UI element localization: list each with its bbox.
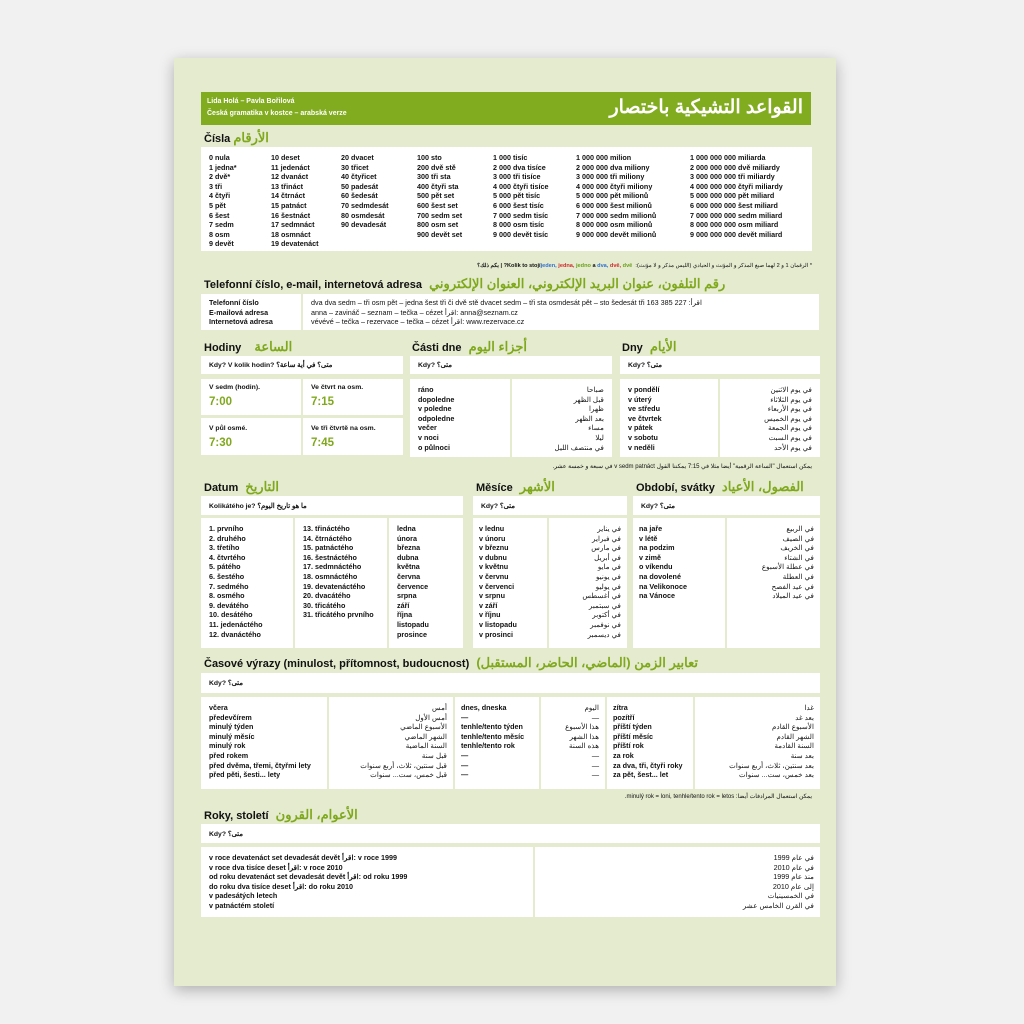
days-question-box: [620, 356, 820, 374]
days-cz-box: [620, 379, 718, 457]
header-bar: [201, 92, 811, 125]
months-title: [476, 479, 555, 495]
numbers-col-thousands: 1 000 tisíc 2 000 dva tisíce 3 000 tři tisíce 4 000 čtyři tisíce 5 000 pět tisíc 6 000 šest tisíc 7 000 sedm tisíc 8 000 osm tisíc 9 000 devět tisíc: [493, 153, 549, 239]
date-title-ar: التاريخ: [245, 479, 280, 494]
future-ar: غدا بعد غد الأسبوع القادم الشهر القادم السنة القادمة بعد سنة بعد سنتين، ثلاث، أربع سنوات بعد خمس، ست... سنوات: [729, 703, 814, 780]
timeexpr-note: يمكن استعمال المرادفات أيضا: minulý rok = loni, tenhle/tento rok = letos.: [624, 794, 812, 800]
date-question: Kolikátého je? ما هو تاريخ اليوم؟: [209, 503, 307, 510]
timeexpr-question-box: [201, 673, 820, 693]
numbers-col-hundreds: 100 sto 200 dvě stě 300 tři sta 400 čtyři sta 500 pět set 600 šest set 700 sedm set 800 osm set 900 devět set: [417, 153, 463, 239]
hour-cell-2-time: 7:15: [311, 396, 335, 408]
years-ar: في عام 1999 في عام 2010 منذ عام 1999 إلى عام 2010 في الخمسينيات في القرن الخامس عشر: [742, 853, 814, 910]
dayparts-ar: صباحا قبل الظهر ظهرا بعد الظهر مساء ليلا في منتصف الليل: [554, 385, 604, 452]
contact-title-cz: Telefonní číslo, e-mail, internetová adresa: [204, 279, 423, 291]
hour-cell-4-label: Ve tři čtvrtě na osm.: [311, 425, 376, 432]
years-title: [204, 807, 358, 823]
dayparts-ar-box: [512, 379, 612, 457]
seasons-title-cz: Období, svátky: [636, 482, 715, 494]
numbers-title: [204, 130, 269, 146]
note-word: dva,: [597, 263, 610, 269]
seasons-question: Kdy? متى؟: [641, 503, 675, 510]
note-word: dvě,: [609, 263, 623, 269]
hours-title: [204, 339, 292, 355]
contact-title-ar: رقم التلفون، عنوان البريد الإلكتروني، العنوان الإلكتروني: [429, 276, 726, 291]
hour-cell-2-label: Ve čtvrt na osm.: [311, 384, 364, 391]
days-title-cz: Dny: [622, 342, 643, 354]
hour-cell-2: [303, 379, 403, 415]
days-question: Kdy? متى؟: [628, 362, 662, 369]
seasons-cz: na jaře v létě na podzim v zimě o víkendu na dovolené na Velikonoce na Vánoce: [639, 524, 687, 601]
dayparts-question: Kdy? متى؟: [418, 362, 452, 369]
dayparts-title: [412, 339, 527, 355]
date-title-cz: Datum: [204, 482, 239, 494]
days-title-ar: الأيام: [649, 339, 677, 354]
dayparts-cz: ráno dopoledne v poledne odpoledne večer v noci o půlnoci: [418, 385, 455, 452]
years-question: Kdy? متى؟: [209, 831, 243, 838]
days-title: [622, 339, 677, 355]
years-question-box: [201, 824, 820, 843]
hour-cell-1: [201, 379, 301, 415]
seasons-title: [636, 479, 804, 495]
grammar-sheet: [174, 58, 836, 986]
dayparts-cz-box: [410, 379, 510, 457]
dayparts-title-ar: أجزاء اليوم: [468, 339, 527, 354]
numbers-col-units: 0 nula 1 jedna* 2 dvě* 3 tři 4 čtyři 5 pět 6 šest 7 sedm 8 osm 9 devět: [209, 153, 237, 249]
months-cz: v lednu v únoru v březnu v dubnu v květnu v červnu v červenci v srpnu v září v říjnu v listopadu v prosinci: [479, 524, 517, 639]
hours-question: Kdy? V kolik hodin? متى؟ في أية ساعة؟: [209, 362, 333, 369]
note-word: jedna,: [558, 263, 576, 269]
days-ar-box: [720, 379, 820, 457]
dayparts-question-box: [410, 356, 612, 374]
future-cz: zítra pozítří příští týden příští měsíc příští rok za rok za dva, tři, čtyři roky za pět, šest... let: [613, 703, 683, 780]
contact-label-box: [201, 294, 301, 330]
seasons-title-ar: الفصول، الأعياد: [721, 479, 804, 494]
note-word: dvě: [622, 263, 634, 269]
header-authors: Lida Holá – Pavla Bořilová: [207, 98, 295, 105]
months-title-cz: Měsíce: [476, 482, 513, 494]
numbers-title-ar: الأرقام: [233, 130, 269, 145]
months-question-box: [473, 496, 627, 515]
contact-labels: Telefonní číslo E-mailová adresa Internetová adresa: [209, 298, 273, 327]
numbers-title-cz: Čísla: [204, 133, 231, 145]
hour-cell-1-label: V sedm (hodin).: [209, 384, 260, 391]
months-title-ar: الأشهر: [519, 479, 555, 494]
months-ar: في يناير في فبراير في مارس في أبريل في مايو في يونيو في يوليو في أغسطس في سبتمبر في أكتوبر في نوفمبر في ديسمبر: [582, 524, 621, 639]
date-col2-box: [295, 518, 387, 648]
seasons-ar-box: [727, 518, 820, 648]
date-col3-box: [389, 518, 463, 648]
seasons-ar: في الربيع في الصيف في الخريف في الشتاء في عطلة الأسبوع في العطلة في عيد الفصح في عيد الميلاد: [761, 524, 814, 601]
present-ar-box: [541, 697, 605, 789]
numbers-col-teens: 10 deset 11 jedenáct 12 dvanáct 13 třináct 14 čtrnáct 15 patnáct 16 šestnáct 17 sedmnáct 18 osmnáct 19 devatenáct: [271, 153, 319, 249]
numbers-col-millions: 1 000 000 milion 2 000 000 dva miliony 3 000 000 tři miliony 4 000 000 čtyři miliony 5 000 000 pět milionů 6 000 000 šest milionů 7 000 000 sedm milionů 8 000 000 osm milionů 9 000 000 devět milionů: [576, 153, 657, 239]
past-ar: أمس أمس الأول الأسبوع الماضي الشهر الماضي السنة الماضية قبل سنة قبل سنتين، ثلاث، أربع سنوات قبل خمس، ست... سنوات: [360, 703, 447, 780]
numbers-box: [201, 147, 812, 251]
months-cz-box: [473, 518, 547, 648]
hour-cell-4: [303, 418, 403, 455]
seasons-cz-box: [633, 518, 725, 648]
future-ar-box: [695, 697, 820, 789]
dayparts-title-cz: Části dne: [412, 342, 462, 354]
past-cz-box: [201, 697, 327, 789]
date-col-days-1: 1. prvního 2. druhého 3. třetího 4. čtvrtého 5. pátého 6. šestého 7. sedmého 8. osmého 9. devátého 10. desátého 11. jedenáctého 12. dvanáctého: [209, 524, 263, 639]
days-note: يمكن استعمال "الساعة الرقمية" أيضا مثلا في 7:15 يمكننا القول v sedm patnáct في سبعة و خمسة عشر.: [552, 464, 812, 470]
header-title: القواعد التشيكية باختصار: [609, 97, 803, 118]
date-col1-box: [201, 518, 293, 648]
days-cz: v pondělí v úterý ve středu ve čtvrtek v pátek v sobotu v neděli: [628, 385, 662, 452]
hour-cell-3-label: V půl osmé.: [209, 425, 248, 432]
numbers-note-question: Kolik to stojí? | بكم ذلك؟: [477, 263, 541, 269]
numbers-note: [477, 263, 812, 269]
past-ar-box: [329, 697, 453, 789]
years-cz-box: [201, 847, 533, 917]
future-cz-box: [607, 697, 693, 789]
date-col-months: ledna února března dubna května června července srpna září října listopadu prosince: [397, 524, 429, 639]
months-question: Kdy? متى؟: [481, 503, 515, 510]
date-title: [204, 479, 279, 495]
date-col-days-2: 13. třináctého 14. čtrnáctého 15. patnáctého 16. šestnáctého 17. sedmnáctého 18. osmnáctého 19. devatenáctého 20. dvacátého 30. třicátého 31. třicátého prvního: [303, 524, 374, 620]
hour-cell-3-time: 7:30: [209, 437, 233, 449]
years-title-ar: الأعوام، القرون: [275, 807, 358, 822]
hour-cell-3: [201, 418, 301, 455]
contact-title: [204, 276, 725, 292]
timeexpr-title-cz: Časové výrazy (minulost, přítomnost, budoucnost): [204, 658, 470, 670]
years-title-cz: Roky, století: [204, 810, 269, 822]
numbers-note-words: [541, 263, 634, 269]
present-cz: dnes, dneska — tenhle/tento týden tenhle/tento měsíc tenhle/tento rok — — —: [461, 703, 525, 780]
timeexpr-title: [204, 655, 698, 671]
note-word: jeden,: [540, 263, 559, 269]
contact-values: dva dva sedm – tři osm pět – jedna šest tři či dvě stě dvacet sedm – tři sta osmdesát pět – sto šedesát tři اقرأ: 227 385 163 anna – zavináč – seznam – tečka – cézet اقرأ: anna@seznam.cz vévévé – tečka – rezervace – tečka – cézet اقرأ: www.rezervace.cz: [311, 298, 702, 327]
years-cz: v roce devatenáct set devadesát devět اقرأ: v roce 1999 v roce dva tisíce deset اقرأ: v roce 2010 od roku devatenáct set devadesát devět اقرأ: od roku 1999 do roku dva tisíce deset اقرأ: do roku 2010 v padesátých letech v patnáctém století: [209, 853, 408, 910]
numbers-col-billions: 1 000 000 000 miliarda 2 000 000 000 dvě miliardy 3 000 000 000 tři miliardy 4 000 000 000 čtyři miliardy 5 000 000 000 pět miliard 6 000 000 000 šest miliard 7 000 000 000 sedm miliard 8 000 000 000 osm miliard 9 000 000 000 devět miliard: [690, 153, 783, 239]
years-ar-box: [535, 847, 820, 917]
note-word: a: [592, 263, 598, 269]
numbers-note-ar: * الرقمان 1 و 2 لهما صيغ المذكر و المؤنث و الحيادي (الليس مذكر و لا مؤنث):: [635, 263, 812, 269]
numbers-col-tens: 20 dvacet 30 třicet 40 čtyřicet 50 padesát 60 šedesát 70 sedmdesát 80 osmdesát 90 devadesát: [341, 153, 389, 230]
date-question-box: [201, 496, 463, 515]
timeexpr-title-ar: تعابير الزمن (الماضي، الحاضر، المستقبل): [476, 655, 699, 670]
hour-cell-1-time: 7:00: [209, 396, 233, 408]
hours-title-cz: Hodiny: [204, 342, 242, 354]
months-ar-box: [549, 518, 627, 648]
past-cz: včera předevčírem minulý týden minulý měsíc minulý rok před rokem před dvěma, třemi, čtyřmi lety před pěti, šesti... lety: [209, 703, 311, 780]
present-cz-box: [455, 697, 539, 789]
header-subtitle: Česká gramatika v kostce – arabská verze: [207, 110, 347, 117]
present-ar: اليوم — هذا الأسبوع هذا الشهر هذه السنة — — —: [565, 703, 599, 780]
note-word: jedno: [576, 263, 593, 269]
hour-cell-4-time: 7:45: [311, 437, 335, 449]
hours-title-ar: الساعة: [254, 339, 293, 354]
seasons-question-box: [633, 496, 820, 515]
timeexpr-question: Kdy? متى؟: [209, 680, 243, 687]
contact-value-box: [303, 294, 819, 330]
days-ar: في يوم الاثنين في يوم الثلاثاء في يوم الأربعاء في يوم الخميس في يوم الجمعة في يوم السبت في يوم الأحد: [764, 385, 812, 452]
hours-question-box: [201, 356, 403, 374]
